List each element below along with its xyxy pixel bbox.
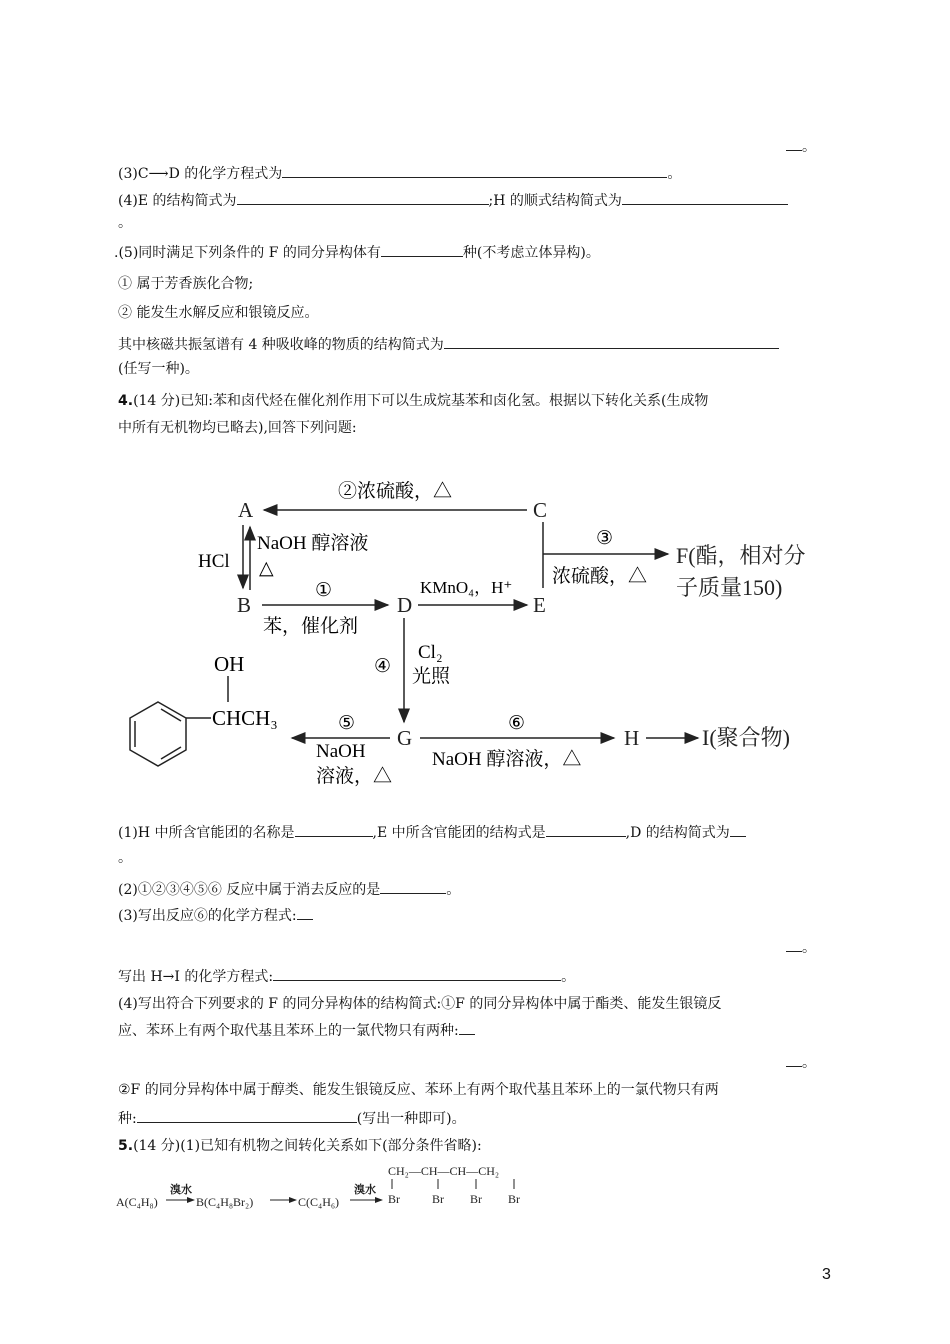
node-E: E xyxy=(533,593,546,617)
answer-blank[interactable] xyxy=(282,163,667,178)
q3-part3-prefix: (3)C xyxy=(118,166,149,182)
question-number: 4. xyxy=(118,393,134,409)
label-hcl: HCl xyxy=(198,551,230,572)
question-number: 5. xyxy=(118,1138,134,1154)
q4-part4-a1: (4)写出符合下列要求的 F 的同分异构体的结构简式:①F 的同分异构体中属于酯类、能发生银镜反 xyxy=(118,996,722,1012)
label-naoh-alc: NaOH 醇溶液 xyxy=(257,533,369,554)
label-r5: ⑤ xyxy=(338,713,356,734)
answer-blank[interactable] xyxy=(444,334,779,349)
arrow-icon: ⟶ xyxy=(148,166,169,182)
label-light: 光照 xyxy=(412,666,451,687)
label-delta: △ xyxy=(259,558,274,579)
label-r6: ⑥ xyxy=(508,713,526,734)
node-H: H xyxy=(624,726,640,750)
q3-line-end: 。 xyxy=(786,138,816,156)
answer-blank[interactable] xyxy=(137,1108,357,1123)
q5-intro: 5.(14 分)(1)已知有机物之间转化关系如下(部分条件省略): xyxy=(118,1138,482,1154)
label-naoh-alc2: NaOH 醇溶液，△ xyxy=(432,749,582,770)
answer-blank[interactable] xyxy=(786,1054,802,1067)
label-r1: ① xyxy=(315,580,333,601)
q4-intro-line1: 4.(14 分)已知:苯和卤代烃在催化剂作用下可以生成烷基苯和卤化氢。根据以下转化关系(生成物 xyxy=(118,393,709,409)
q4-part2: (2)①②③④⑤⑥ 反应中属于消去反应的是 。 xyxy=(118,879,460,899)
q3-part3: (3)C⟶D 的化学方程式为 。 xyxy=(118,163,681,183)
label-kmno4: KMnO₄，H⁺ xyxy=(420,578,513,597)
q5-br-2: Br xyxy=(432,1192,444,1206)
answer-blank[interactable] xyxy=(273,966,561,981)
reaction-diagram xyxy=(0,450,950,810)
answer-blank[interactable] xyxy=(786,138,802,151)
q3-part5: .(5)同时满足下列条件的 F 的同分异构体有 种(不考虑立体异构)。 xyxy=(114,242,600,262)
answer-blank[interactable] xyxy=(786,939,802,952)
q4-part4-b2: 种: (写出一种即可)。 xyxy=(118,1108,466,1128)
q4-part1: (1)H 中所含官能团的名称是 ,E 中所含官能团的结构式是 ,D 的结构简式为 xyxy=(118,822,746,842)
q5-br-3: Br xyxy=(470,1192,482,1206)
label-r3: ③ xyxy=(596,528,614,549)
answer-blank[interactable] xyxy=(730,824,746,837)
label-oh: OH xyxy=(214,652,245,676)
q5-c: C(C₄H₆) xyxy=(298,1195,340,1209)
answer-blank[interactable] xyxy=(295,822,373,837)
label-ca: ②浓硫酸，△ xyxy=(338,481,453,502)
q4-part4-a2: 应、苯环上有两个取代基且苯环上的一氯代物只有两种: xyxy=(118,1022,475,1040)
label-benzene-cat: 苯，催化剂 xyxy=(263,616,359,637)
q5-a: A(C₄H₈) xyxy=(116,1195,158,1209)
q5-b: B(C₄H₈Br₂) xyxy=(196,1195,254,1209)
node-F: F(酯，相对分 xyxy=(676,543,806,568)
q3-cond1: ① 属于芳香族化合物; xyxy=(118,276,254,292)
node-C: C xyxy=(533,498,548,522)
q4-intro-line2: 中所有无机物均已略去),回答下列问题: xyxy=(118,420,357,436)
q3-part4: (4)E 的结构简式为 ;H 的顺式结构简式为 xyxy=(118,190,788,210)
q4-part3: (3)写出反应⑥的化学方程式: xyxy=(118,907,313,925)
q3-part4-end: 。 xyxy=(118,215,132,231)
q4-part1-end: 。 xyxy=(118,850,132,866)
node-A: A xyxy=(238,498,254,522)
q4-part3-hi: 写出 H→I 的化学方程式: 。 xyxy=(118,966,575,986)
q4-part3-end: 。 xyxy=(786,939,816,957)
label-cl2: Cl₂ xyxy=(418,642,443,663)
q3-nmr: 其中核磁共振氢谱有 4 种吸收峰的物质的结构简式为 xyxy=(118,334,779,354)
label-chch3: CHCH₃ xyxy=(212,706,278,730)
q5-reagent2: 溴水 xyxy=(354,1184,376,1196)
label-conc-h2so4: 浓硫酸，△ xyxy=(552,566,648,587)
node-F-line2: 子质量150) xyxy=(676,575,783,600)
node-B: B xyxy=(237,593,252,617)
q5-br-1: Br xyxy=(388,1192,400,1206)
q3-any: (任写一种)。 xyxy=(118,361,199,377)
q3-part3-text: D 的化学方程式为 xyxy=(168,166,283,182)
q3-cond2: ② 能发生水解反应和银镜反应。 xyxy=(118,305,319,321)
label-r4: ④ xyxy=(374,656,392,677)
q4-part4-end: 。 xyxy=(786,1054,816,1072)
q5-reagent: 溴水 xyxy=(170,1184,192,1196)
q5-br-4: Br xyxy=(508,1192,520,1206)
answer-blank[interactable] xyxy=(546,822,626,837)
q5-scheme xyxy=(0,1158,950,1218)
q5-chain: CH₂—CH—CH—CH₂ xyxy=(388,1164,500,1178)
answer-blank[interactable] xyxy=(237,190,489,205)
label-naoh: NaOH xyxy=(316,741,366,762)
page-number: 3 xyxy=(822,1266,831,1283)
answer-blank[interactable] xyxy=(380,879,446,894)
answer-blank[interactable] xyxy=(297,907,313,920)
q4-part4-b1: ②F 的同分异构体中属于醇类、能发生银镜反应、苯环上有两个取代基且苯环上的一氯代物只有两 xyxy=(118,1082,719,1098)
answer-blank[interactable] xyxy=(622,190,788,205)
answer-blank[interactable] xyxy=(381,242,463,257)
answer-blank[interactable] xyxy=(459,1022,475,1035)
node-D: D xyxy=(397,593,413,617)
label-naoh-sol: 溶液，△ xyxy=(316,766,393,787)
node-G: G xyxy=(397,726,413,750)
node-I: I(聚合物) xyxy=(702,725,790,750)
